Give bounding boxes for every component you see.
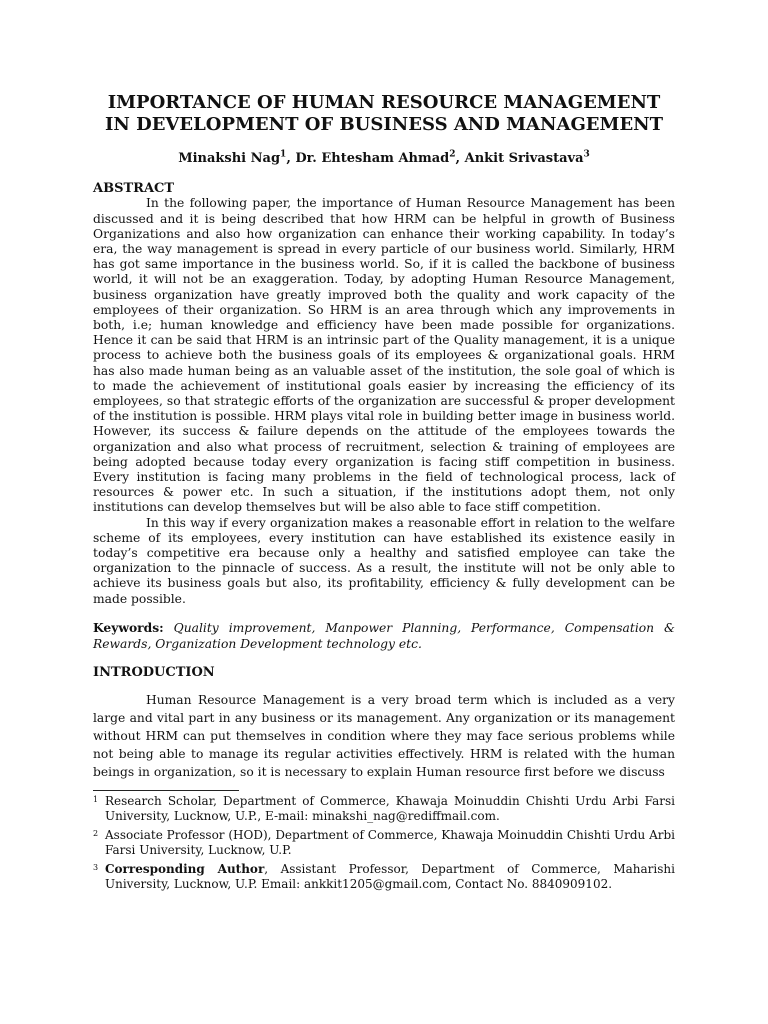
footnote-divider bbox=[93, 790, 239, 791]
footnote-3: 3 Corresponding Author, Assistant Professor, Department of Commerce, Maharishi University, Lucknow, U.P. Email: ankkit1205@gmail.com, Contact No. 8840909102. bbox=[93, 861, 675, 892]
paper-title: IMPORTANCE OF HUMAN RESOURCE MANAGEMENT IN DEVELOPMENT OF BUSINESS AND MANAGEMENT bbox=[104, 92, 664, 135]
author-2: Dr. Ehtesham Ahmad$^2$, bbox=[295, 150, 465, 167]
introduction-paragraph: Human Resource Management is a very broad term which is included as a very large and vital part in any business or its management. Any organization or its management without HRM can put themselves in condition where they may face serious problems while not being able to manage its regular activities effectively. HRM is related with the human beings in organization, so it is necessary to explain Human resource first before we discuss bbox=[93, 692, 675, 779]
abstract-heading: ABSTRACT bbox=[93, 181, 175, 197]
keywords-label: Keywords: bbox=[93, 619, 164, 635]
introduction-heading: INTRODUCTION bbox=[93, 664, 215, 680]
footnotes bbox=[93, 794, 675, 893]
footnote-1: 1 Research Scholar, Department of Commerce, Khawaja Moinuddin Chishti Urdu Arbi Farsi University, Lucknow, U.P., E-mail: minakshi_nag@rediffmail.com. bbox=[93, 793, 675, 824]
abstract-paragraph-2: In this way if every organization makes a reasonable effort in relation to the welfare scheme of its employees, every institution can have established its existence easily in today’s competitive era because only a healthy and satisfied employee can take the organization to the pinnacle of success. As a result, the institute will not be only able to achieve its business goals but also, its profitability, efficiency & fully development can be made possible. bbox=[93, 515, 675, 606]
author-3: Ankit Srivastava$^3$ bbox=[464, 150, 590, 167]
footnote-2: 2 Associate Professor (HOD), Department of Commerce, Khawaja Moinuddin Chishti Urdu Arbi Farsi University, Lucknow, U.P. bbox=[93, 827, 675, 858]
paper-page bbox=[93, 92, 675, 896]
keywords-text: Quality improvement, Manpower Planning, Performance, Compensation & Rewards, Organization Development technology etc. bbox=[93, 620, 675, 652]
abstract-paragraph-1: In the following paper, the importance of Human Resource Management has been discussed and it is being described that how HRM can be helpful in growth of Business Organizations and also how organization can enhance their working capability. In today’s era, the way management is spread in every particle of our business world. Similarly, HRM has got same importance in the business world. So, if it is called the backbone of business world, it will not be an exaggeration. Today, by adopting Human Resource Management, business organization have greatly improved both the quality and work capacity of the employees of their organization. So HRM is an area through which any improvements in both, i.e; human knowledge and efficiency have been made possible for organizations. Hence it can be said that HRM is an intrinsic part of the Quality management, it is a unique process to achieve both the business goals of its employees & organizational goals. HRM has also made human being as an valuable asset of the institution, the sole goal of which is to made the achievement of institutional goals easier by increasing the efficiency of its employees, so that strategic efforts of the organization are successful & proper development of the institution is possible. HRM plays vital role in building better image in business world. However, its success & failure depends on the attitude of the employees towards the organization and also what process of recruitment, selection & training of employees are being adopted because today every organization is facing stiff competition in business. Every institution is facing many problems in the field of technological process, lack of resources & power etc. In such a situation, if the institutions adopt them, not only institutions can develop themselves but will be also able to face stiff competition. bbox=[93, 196, 675, 515]
author-1: Minakshi Nag$^1$, bbox=[178, 150, 296, 167]
keywords bbox=[93, 620, 675, 653]
author-list bbox=[93, 150, 675, 166]
